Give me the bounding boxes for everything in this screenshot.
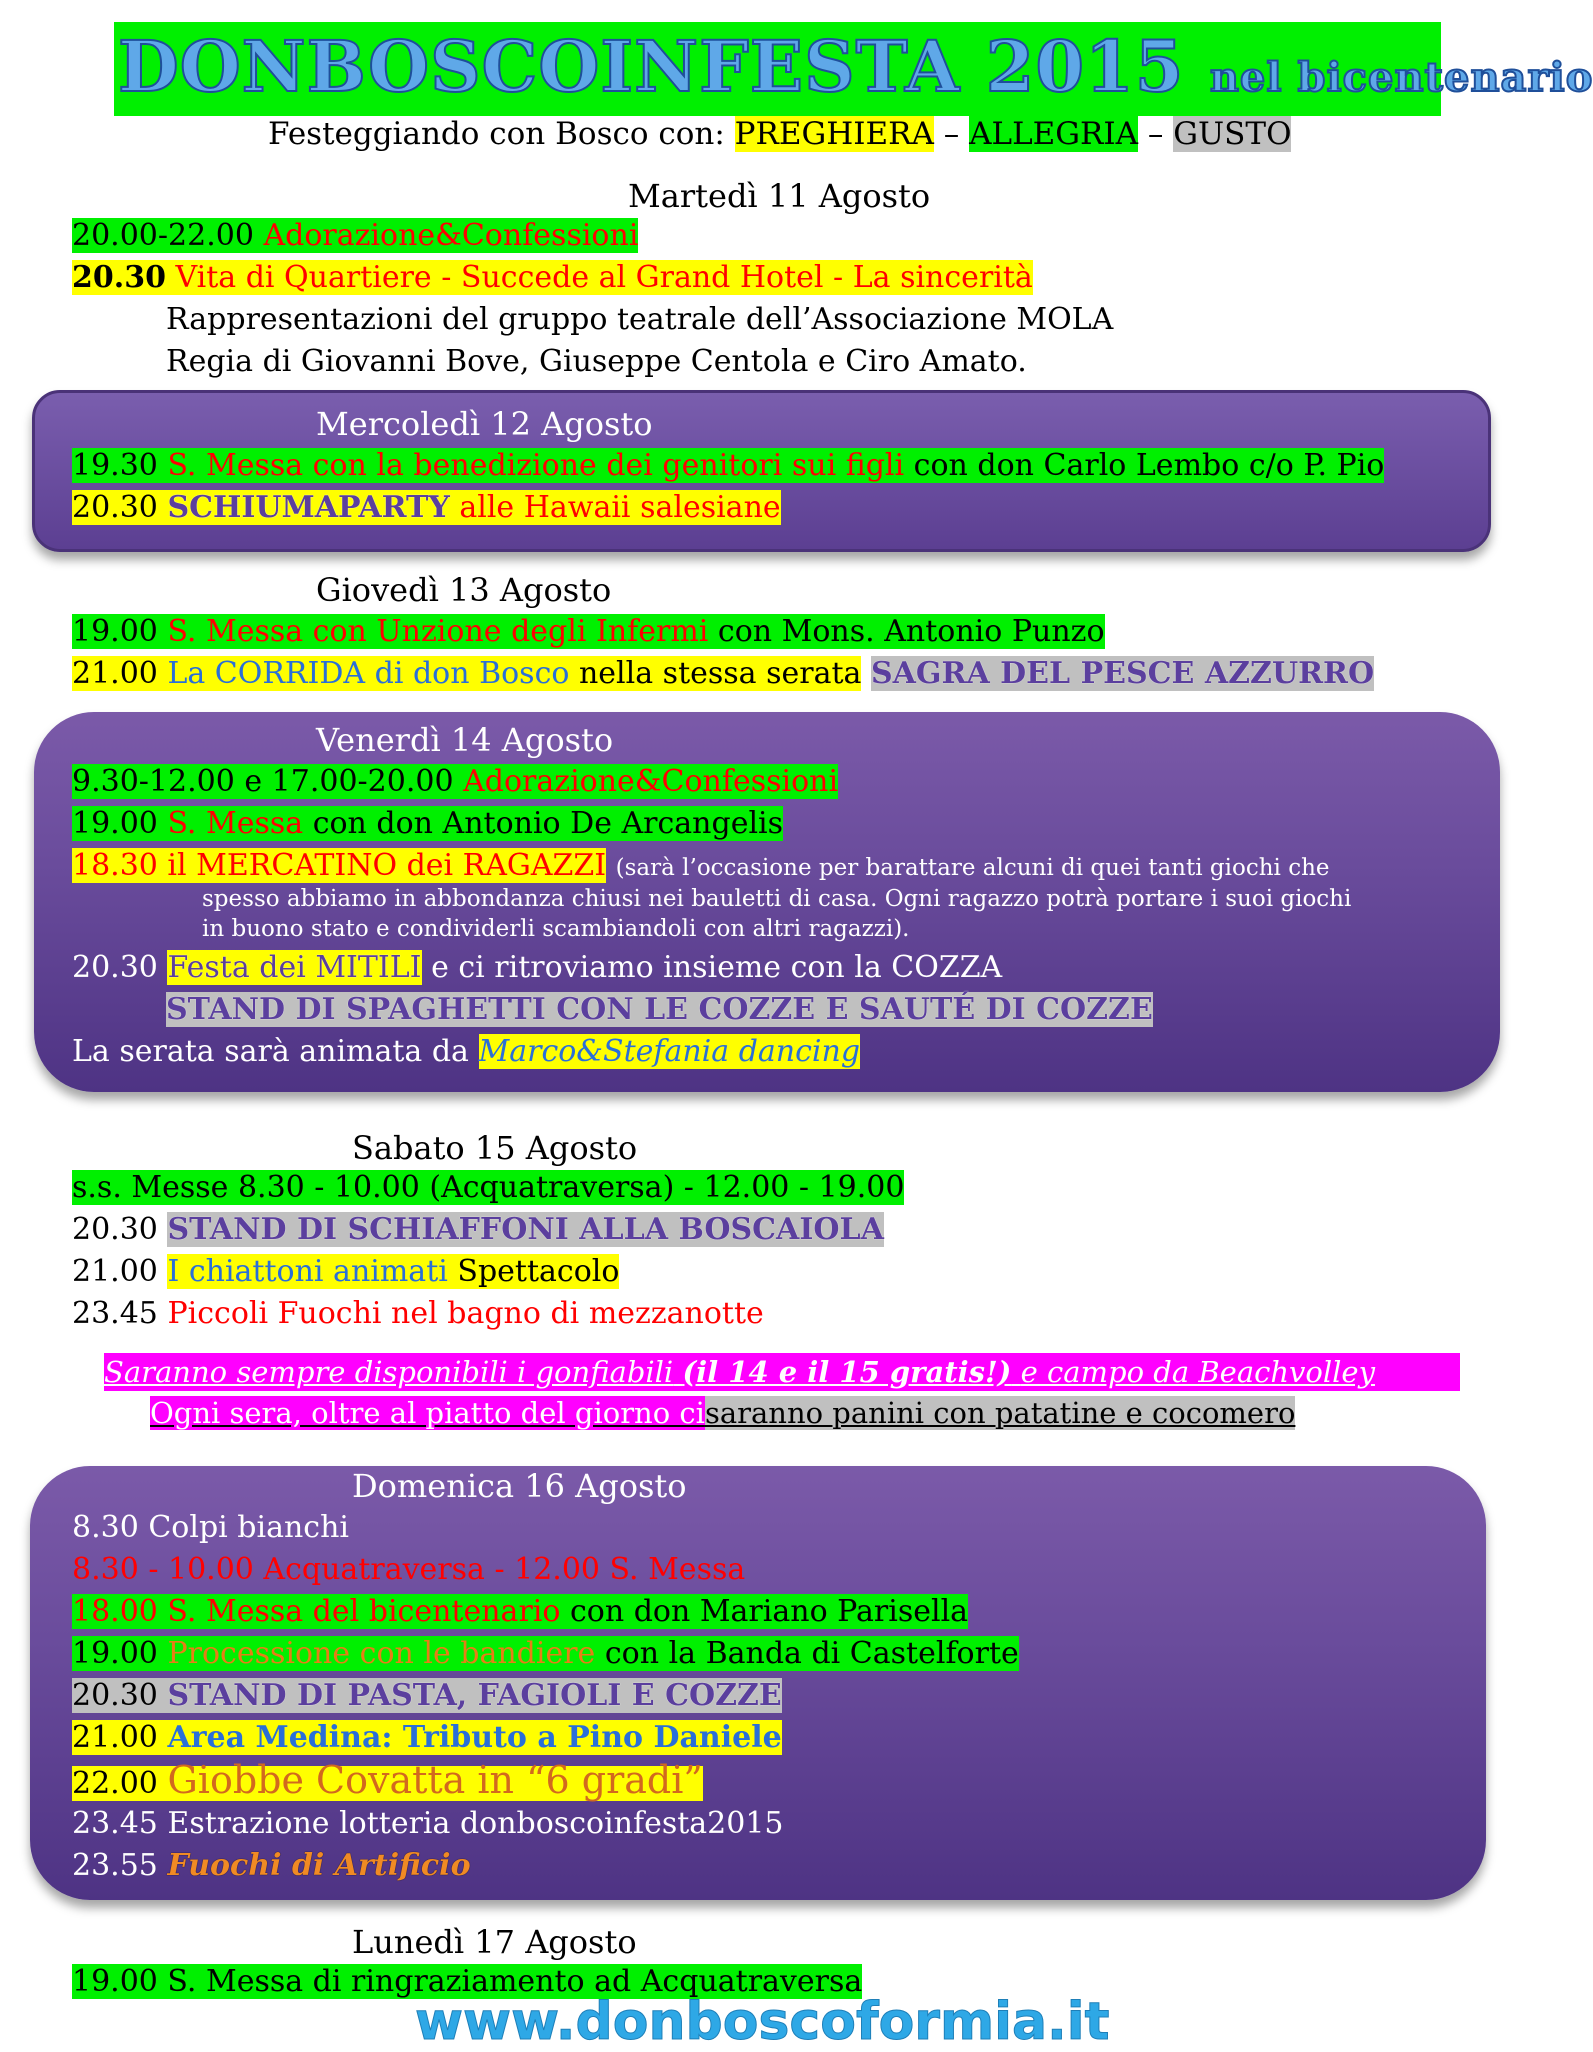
friday-line-1	[72, 762, 838, 802]
saturday-line-1	[72, 1168, 904, 1208]
celebrant: con don Antonio De Arcangelis	[312, 806, 784, 841]
sunday-l4-hl	[72, 1636, 1019, 1671]
tuesday-l1-hl	[72, 218, 638, 253]
time: 21.00	[72, 656, 158, 691]
saturday-l3-hl	[167, 1254, 619, 1289]
event: S. Messa	[167, 806, 304, 841]
sunday-line-3	[72, 1592, 968, 1632]
time: 21.00	[72, 1720, 158, 1755]
page-title	[118, 20, 1593, 125]
friday-line-6	[72, 1032, 860, 1072]
friday-note-2: spesso abbiamo in abbondanza chiusi nei bauletti di casa. Ogni ragazzo potrà portare i suoi giochi	[202, 886, 1352, 912]
time: 20.00-22.00	[72, 218, 254, 253]
notice-gonfiabili: Saranno sempre disponibili i gonfiabili	[104, 1355, 674, 1389]
notice-beachvolley: e campo da Beachvolley	[1020, 1355, 1375, 1389]
wednesday-line-1	[72, 446, 1384, 486]
sunday-l7-hl	[72, 1758, 703, 1802]
day-heading-thursday: Giovedì 13 Agosto	[316, 571, 612, 609]
event: Festa dei MITILI	[167, 950, 422, 985]
title-main: DONBOSCOINFESTA 2015	[118, 25, 1185, 108]
stand-label: SAGRA DEL PESCE AZZURRO	[870, 656, 1375, 691]
time: 19.30	[72, 448, 158, 483]
notice-panini: saranno panini con patatine e cocomero	[704, 1396, 1296, 1430]
time: 20.30	[72, 490, 158, 525]
time: 21.00	[72, 1254, 158, 1289]
time: 19.00	[72, 614, 158, 649]
day-heading-saturday: Sabato 15 Agosto	[352, 1129, 638, 1167]
time: 19.00	[72, 1636, 158, 1671]
tag-allegria: ALLEGRIA	[969, 116, 1139, 152]
tag-dash-2: –	[1147, 116, 1164, 152]
mercatino-label: 18.30 il MERCATINO dei RAGAZZI	[72, 848, 607, 883]
event: S. Messa con Unzione degli Infermi	[167, 614, 709, 649]
tuesday-line-4: Regia di Giovanni Bove, Giuseppe Centola e Ciro Amato.	[166, 344, 1027, 379]
sunday-line-1: 8.30 Colpi bianchi	[72, 1510, 350, 1545]
dance-label: Marco&Stefania dancing	[478, 1034, 861, 1069]
event: Piccoli Fuochi nel bagno di mezzanotte	[167, 1296, 764, 1331]
thursday-line-1	[72, 612, 1105, 652]
tagline-prefix: Festeggiando con Bosco con:	[268, 116, 725, 152]
stand-label: STAND DI PASTA, FAGIOLI E COZZE	[167, 1678, 782, 1713]
sunday-l3-hl	[72, 1594, 968, 1629]
friday-line-4	[72, 948, 1002, 988]
mercatino-note-1: (sarà l’occasione per barattare alcuni di quei tanti giochi che	[615, 855, 1330, 881]
fireworks-label: Fuochi di Artificio	[167, 1848, 471, 1883]
friday-l1-hl	[72, 764, 838, 799]
location: c/o P. Pio	[1248, 448, 1385, 483]
tuesday-l2-hl	[72, 260, 1033, 295]
event-note: e ci ritroviamo insieme con la COZZA	[431, 950, 1003, 985]
day-heading-sunday: Domenica 16 Agosto	[352, 1467, 687, 1505]
tuesday-line-1	[72, 216, 638, 256]
time: 20.30	[72, 1678, 158, 1713]
wednesday-l2-hl	[72, 490, 781, 525]
friday-line-2	[72, 804, 783, 844]
day-heading-wednesday: Mercoledì 12 Agosto	[316, 405, 653, 443]
time: 22.00	[72, 1766, 158, 1801]
day-heading-tuesday: Martedì 11 Agosto	[628, 177, 931, 215]
sunday-line-9	[72, 1846, 471, 1886]
friday-line-3	[72, 846, 1330, 888]
tag-dash-1: –	[943, 116, 960, 152]
event: Vita di Quartiere - Succede al Grand Hotel - La sincerità	[175, 260, 1033, 295]
tag-gusto: GUSTO	[1173, 116, 1292, 152]
day-heading-friday: Venerdì 14 Agosto	[316, 721, 614, 759]
time: 19.00	[72, 806, 158, 841]
event-type: Spettacolo	[457, 1254, 620, 1289]
friday-note-3: in buono stato e condividerli scambiandoli con altri ragazzi).	[202, 916, 910, 942]
friday-line-5	[166, 990, 1153, 1030]
event-name: SCHIUMAPARTY	[167, 490, 450, 525]
event: Giobbe Covatta in “6 gradi”	[167, 1758, 703, 1802]
celebrant: con don Carlo Lembo	[913, 448, 1240, 483]
time: 20.30	[72, 1212, 158, 1247]
sunday-l5-hl	[72, 1678, 782, 1713]
thursday-l2-hl	[72, 656, 861, 691]
event: Processione con le bandiere	[167, 1636, 596, 1671]
thursday-l1-hl	[72, 614, 1105, 649]
thanksgiving-mass: 19.00 S. Messa di ringraziamento ad Acquatraversa	[72, 1964, 863, 1999]
event-note: nella stessa serata	[578, 656, 862, 691]
masses: s.s. Messe 8.30 - 10.00 (Acquatraversa) - 12.00 - 19.00	[72, 1170, 905, 1205]
stand-label: STAND DI SCHIAFFONI ALLA BOSCAIOLA	[167, 1212, 884, 1247]
event: La CORRIDA di don Bosco	[167, 656, 570, 691]
notice-line-2	[150, 1394, 1295, 1432]
notice-gratis: (il 14 e il 15 gratis!)	[682, 1355, 1012, 1389]
saturday-line-2	[72, 1210, 884, 1250]
event: Adorazione&Confessioni	[263, 218, 639, 253]
wednesday-line-2	[72, 488, 781, 528]
tag-preghiera: PREGHIERA	[734, 116, 934, 152]
time: 20.30	[72, 950, 158, 985]
sunday-l6-hl	[72, 1720, 782, 1755]
event: S. Messa con la benedizione dei genitori sui figli	[167, 448, 905, 483]
day-heading-monday: Lunedì 17 Agosto	[352, 1923, 637, 1961]
event: I chiattoni animati	[167, 1254, 448, 1289]
celebrant: con don Mariano Parisella	[569, 1594, 969, 1629]
sunday-line-6	[72, 1718, 782, 1758]
event: alle Hawaii salesiane	[459, 490, 781, 525]
event: Adorazione&Confessioni	[463, 764, 839, 799]
event-note: La serata sarà animata da	[72, 1034, 469, 1069]
time: 23.45	[72, 1296, 158, 1331]
tagline	[268, 113, 1291, 155]
website-link[interactable]: www.donboscoformia.it	[415, 1992, 1110, 2052]
wednesday-l1-hl	[72, 448, 1384, 483]
event: 18.00 S. Messa del bicentenario	[72, 1594, 561, 1629]
sunday-line-5	[72, 1676, 782, 1716]
event: Area Medina: Tributo a Pino Daniele	[167, 1720, 782, 1755]
tuesday-line-2	[72, 258, 1033, 298]
sunday-line-7	[72, 1760, 703, 1804]
notice-piatto: Ogni sera, oltre al piatto del giorno ci	[150, 1396, 705, 1430]
time: 23.55	[72, 1848, 158, 1883]
title-subtitle: nel bicentenario	[1209, 54, 1593, 101]
band: con la Banda di Castelforte	[604, 1636, 1019, 1671]
saturday-line-3	[72, 1252, 619, 1292]
thursday-line-2	[72, 654, 1374, 694]
friday-l2-hl	[72, 806, 783, 841]
notice-line-1	[104, 1353, 1460, 1391]
celebrant: con Mons. Antonio Punzo	[717, 614, 1105, 649]
sunday-line-2: 8.30 - 10.00 Acquatraversa - 12.00 S. Messa	[72, 1552, 746, 1587]
sunday-line-4	[72, 1634, 1019, 1674]
tuesday-line-3: Rappresentazioni del gruppo teatrale dell’Associazione MOLA	[166, 302, 1114, 337]
time: 9.30-12.00 e 17.00-20.00	[72, 764, 454, 799]
saturday-line-4	[72, 1294, 764, 1334]
time: 20.30	[72, 260, 166, 295]
sunday-line-8: 23.45 Estrazione lotteria donboscoinfesta2015	[72, 1806, 784, 1841]
stand-label: STAND DI SPAGHETTI CON LE COZZE E SAUTÉ DI COZZE	[166, 992, 1153, 1027]
